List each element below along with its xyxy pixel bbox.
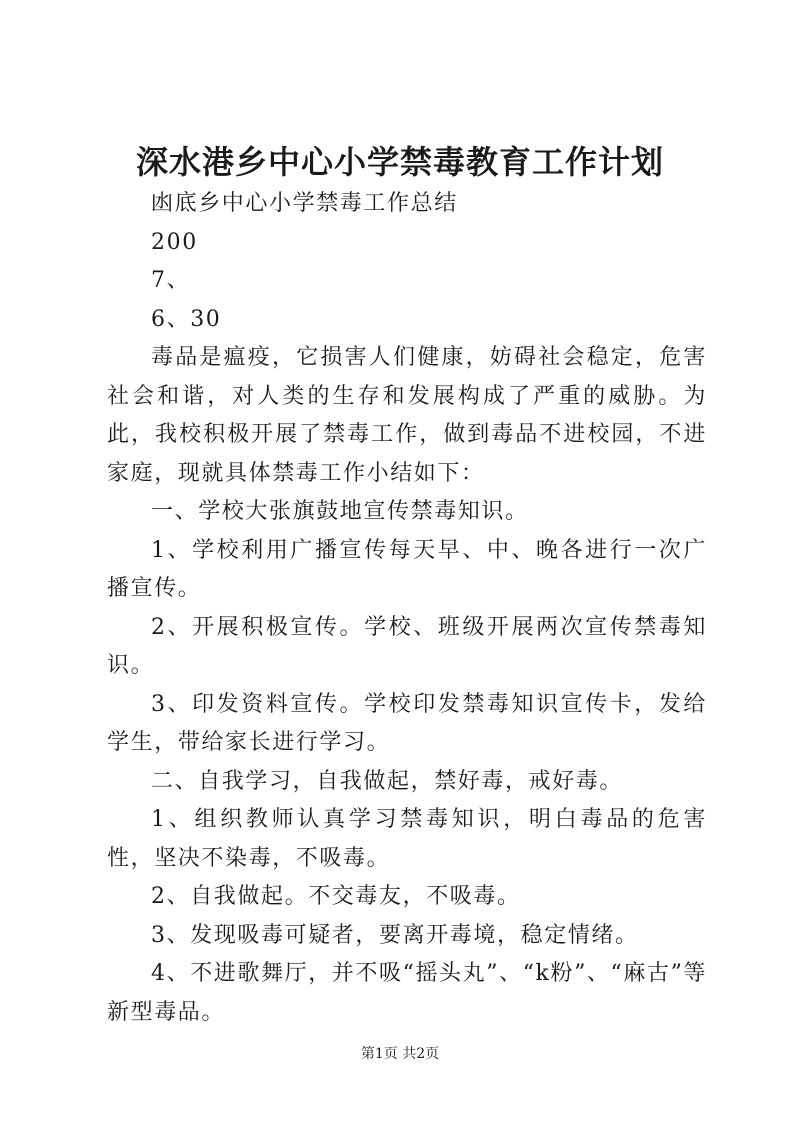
paragraph-section-2-item-4: 4、不进歌舞厅，并不吸“摇头丸”、“k粉”、“麻古”等新型毒品。 bbox=[107, 961, 708, 1025]
paragraph-section-2-heading: 二、自我学习，自我做起，禁好毒，戒好毒。 bbox=[151, 768, 624, 794]
document-body bbox=[107, 185, 707, 1032]
paragraph-intro: 毒品是瘟疫，它损害人们健康，妨碍社会稳定，危害社会和谐，对人类的生存和发展构成了严重的威胁。为此，我校积极开展了禁毒工作，做到毒品不进校园，不进家庭，现就具体禁毒工作小结如下： bbox=[107, 345, 707, 486]
paragraph-date-day: 6、30 bbox=[151, 306, 222, 332]
paragraph-section-1-item-2: 2、开展积极宣传。学校、班级开展两次宣传禁毒知识。 bbox=[107, 614, 707, 678]
paragraph-section-1-item-3: 3、印发资料宣传。学校印发禁毒知识宣传卡，发给学生，带给家长进行学习。 bbox=[107, 691, 707, 755]
page-number-footer: 第1页 共2页 bbox=[360, 1046, 440, 1062]
document-title: 深水港乡中心小学禁毒教育工作计划 bbox=[135, 143, 664, 181]
paragraph-section-2-item-1: 1、组织教师认真学习禁毒知识，明白毒品的危害性，坚决不染毒，不吸毒。 bbox=[107, 807, 707, 871]
paragraph-date-month: 7、 bbox=[151, 268, 191, 293]
paragraph-date-year: 200 bbox=[151, 229, 198, 255]
paragraph-section-2-item-2: 2、自我做起。不交毒友，不吸毒。 bbox=[151, 884, 521, 909]
paragraph-section-1-heading: 一、学校大张旗鼓地宣传禁毒知识。 bbox=[151, 499, 529, 524]
paragraph-section-1-item-1: 1、学校利用广播宣传每天早、中、晚各进行一次广播宣传。 bbox=[107, 537, 707, 601]
paragraph-section-2-item-3: 3、发现吸毒可疑者，要离开毒境，稳定情绪。 bbox=[151, 922, 639, 948]
paragraph-subtitle: 凼底乡中心小学禁毒工作总结 bbox=[151, 191, 458, 216]
